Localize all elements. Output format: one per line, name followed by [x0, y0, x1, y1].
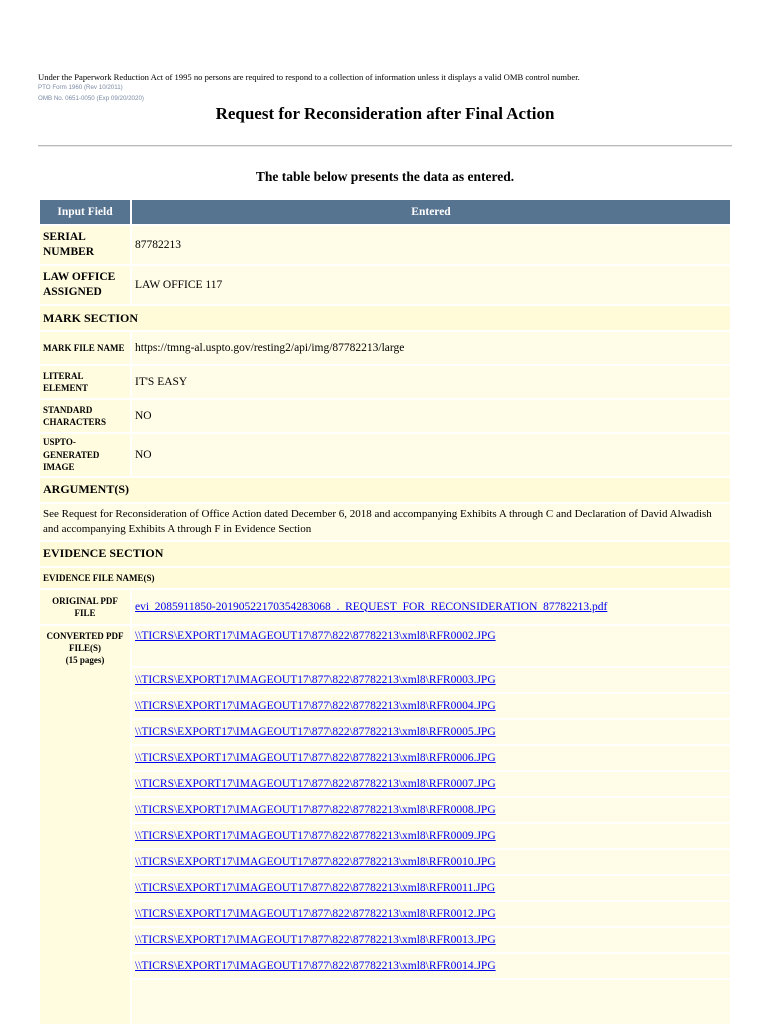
- serial-number-value: 87782213: [132, 226, 730, 264]
- converted-file-link[interactable]: \\TICRS\EXPORT17\IMAGEOUT17\877\822\87782213\xml8\RFR0002.JPG: [135, 629, 496, 642]
- omb-number: OMB No. 0651-0050 (Exp 09/20/2020): [38, 95, 144, 102]
- table-row: [40, 266, 730, 304]
- table-row: [40, 332, 730, 364]
- converted-pdf-label: [40, 626, 130, 1024]
- converted-pdf-label-text: CONVERTED PDF FILE(S): [46, 630, 124, 653]
- table-row: [40, 980, 730, 1024]
- converted-file-link[interactable]: \\TICRS\EXPORT17\IMAGEOUT17\877\822\87782213\xml8\RFR0009.JPG: [135, 829, 496, 842]
- table-row: [40, 824, 730, 848]
- table-row: [40, 850, 730, 874]
- page-title: Request for Reconsideration after Final Action: [215, 104, 555, 123]
- table-row: [40, 694, 730, 718]
- law-office-label: LAW OFFICE ASSIGNED: [40, 266, 130, 304]
- divider: [38, 145, 732, 147]
- serial-number-label: SERIAL NUMBER: [40, 226, 130, 264]
- literal-element-label: LITERAL ELEMENT: [40, 366, 130, 398]
- table-row: [40, 720, 730, 744]
- converted-file-cell: [132, 824, 730, 848]
- converted-pdf-page-count: (15 pages): [65, 654, 105, 665]
- table-row: [40, 954, 730, 978]
- original-pdf-label: ORIGINAL PDF FILE: [40, 590, 130, 624]
- uspto-generated-image-value: NO: [132, 434, 730, 476]
- table-row: [40, 772, 730, 796]
- table-row: [40, 626, 730, 666]
- standard-characters-value: NO: [132, 400, 730, 432]
- section-row: [40, 478, 730, 502]
- table-caption: The table below presents the data as entered.: [255, 169, 515, 184]
- table-row: [40, 434, 730, 476]
- paperwork-reduction-notice: Under the Paperwork Reduction Act of 1995 no persons are required to respond to a collection of information unless it displays a valid OMB control number.: [38, 72, 580, 82]
- converted-file-cell: [132, 746, 730, 770]
- literal-element-value: IT'S EASY: [132, 366, 730, 398]
- converted-file-cell: [132, 626, 730, 666]
- evidence-file-names-heading: EVIDENCE FILE NAME(S): [40, 568, 730, 588]
- col-entered: Entered: [132, 200, 730, 224]
- table-row: [40, 400, 730, 432]
- converted-file-link[interactable]: \\TICRS\EXPORT17\IMAGEOUT17\877\822\87782213\xml8\RFR0014.JPG: [135, 959, 496, 972]
- standard-characters-label: STANDARD CHARACTERS: [40, 400, 130, 432]
- evidence-section-heading: EVIDENCE SECTION: [40, 542, 730, 566]
- converted-file-cell: [132, 850, 730, 874]
- table-row: [40, 928, 730, 952]
- section-row: [40, 306, 730, 330]
- mark-file-label: MARK FILE NAME: [40, 332, 130, 364]
- converted-file-cell: [132, 694, 730, 718]
- mark-section-heading: MARK SECTION: [40, 306, 730, 330]
- converted-file-cell: [132, 902, 730, 926]
- converted-file-link[interactable]: \\TICRS\EXPORT17\IMAGEOUT17\877\822\87782213\xml8\RFR0007.JPG: [135, 777, 496, 790]
- arguments-text: See Request for Reconsideration of Office Action dated December 6, 2018 and accompanying Exhibits A through C and Declaration of David Alwadish and accompanying Exhibits A through F in Evidence Section: [40, 504, 730, 540]
- col-input-field: Input Field: [40, 200, 130, 224]
- law-office-value: LAW OFFICE 117: [132, 266, 730, 304]
- table-row: [40, 746, 730, 770]
- converted-file-link[interactable]: \\TICRS\EXPORT17\IMAGEOUT17\877\822\87782213\xml8\RFR0003.JPG: [135, 673, 496, 686]
- converted-file-link[interactable]: \\TICRS\EXPORT17\IMAGEOUT17\877\822\87782213\xml8\RFR0013.JPG: [135, 933, 496, 946]
- subsection-row: [40, 568, 730, 588]
- table-row: [40, 366, 730, 398]
- form-number: PTO Form 1960 (Rev 10/2011): [38, 84, 123, 91]
- converted-file-cell: [132, 980, 730, 1024]
- converted-file-cell: [132, 798, 730, 822]
- converted-file-link[interactable]: \\TICRS\EXPORT17\IMAGEOUT17\877\822\87782213\xml8\RFR0011.JPG: [135, 881, 496, 894]
- table-row: [40, 668, 730, 692]
- converted-file-cell: [132, 954, 730, 978]
- converted-file-link[interactable]: \\TICRS\EXPORT17\IMAGEOUT17\877\822\87782213\xml8\RFR0004.JPG: [135, 699, 496, 712]
- original-pdf-cell: [132, 590, 730, 624]
- table-row: [40, 902, 730, 926]
- converted-file-link[interactable]: \\TICRS\EXPORT17\IMAGEOUT17\877\822\87782213\xml8\RFR0012.JPG: [135, 907, 496, 920]
- section-row: [40, 542, 730, 566]
- table-row: [40, 798, 730, 822]
- converted-file-link[interactable]: \\TICRS\EXPORT17\IMAGEOUT17\877\822\87782213\xml8\RFR0010.JPG: [135, 855, 496, 868]
- converted-file-cell: [132, 720, 730, 744]
- converted-file-cell: [132, 668, 730, 692]
- converted-file-link[interactable]: \\TICRS\EXPORT17\IMAGEOUT17\877\822\87782213\xml8\RFR0008.JPG: [135, 803, 496, 816]
- converted-file-cell: [132, 876, 730, 900]
- original-pdf-link[interactable]: evi_2085911850-20190522170354283068_._REQUEST_FOR_RECONSIDERATION_87782213.pdf: [135, 600, 608, 613]
- converted-file-link[interactable]: \\TICRS\EXPORT17\IMAGEOUT17\877\822\87782213\xml8\RFR0005.JPG: [135, 725, 496, 738]
- arguments-section-heading: ARGUMENT(S): [40, 478, 730, 502]
- table-row: [40, 226, 730, 264]
- table-row: [40, 504, 730, 540]
- uspto-generated-image-label: USPTO-GENERATED IMAGE: [40, 434, 130, 476]
- converted-file-cell: [132, 928, 730, 952]
- table-header-row: [40, 200, 730, 224]
- table-row: [40, 590, 730, 624]
- converted-file-cell: [132, 772, 730, 796]
- mark-file-value: https://tmng-al.uspto.gov/resting2/api/img/87782213/large: [132, 332, 730, 364]
- converted-file-link[interactable]: \\TICRS\EXPORT17\IMAGEOUT17\877\822\87782213\xml8\RFR0006.JPG: [135, 751, 496, 764]
- data-table: [38, 198, 732, 1026]
- table-row: [40, 876, 730, 900]
